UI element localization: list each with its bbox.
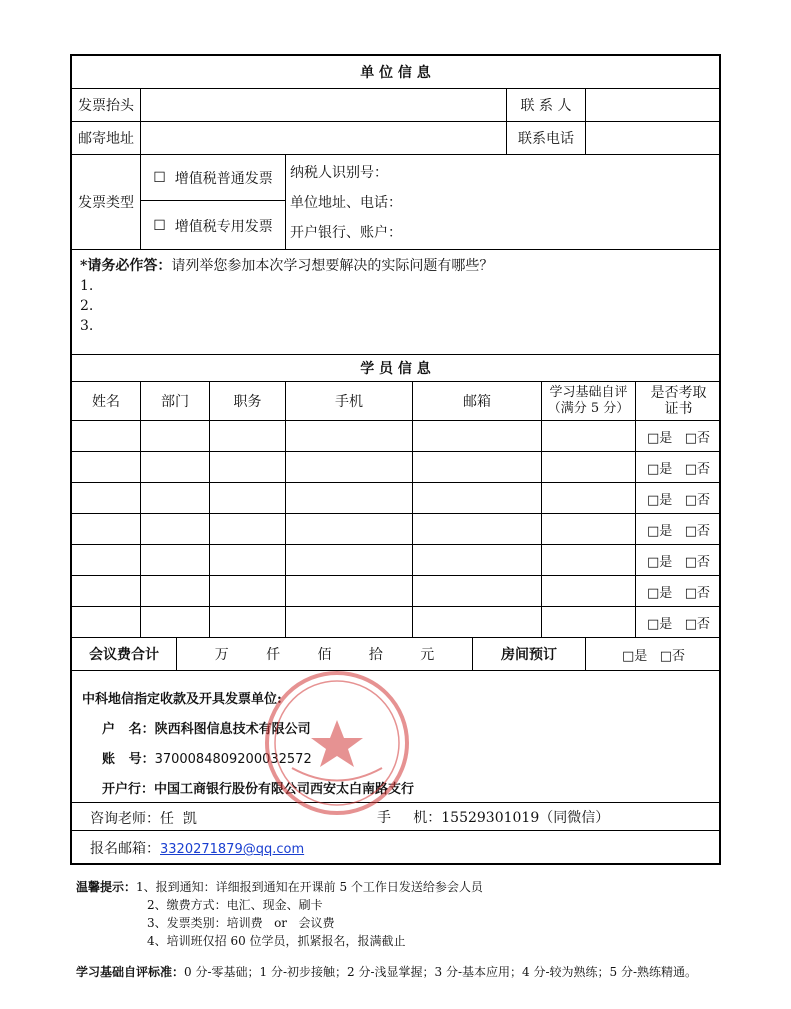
- payee-name: 陕西科图信息技术有限公司: [154, 722, 311, 737]
- standard-title: 学习基础自评标准：: [76, 965, 185, 979]
- col-self-eval: [542, 382, 636, 420]
- cert-yes-checkbox[interactable]: □是: [647, 585, 673, 601]
- spacer: [672, 584, 684, 599]
- invoice-type-label: 发票类型: [72, 155, 141, 249]
- question-text: 请列举您参加本次学习想要解决的实际问题有哪些？: [171, 258, 494, 274]
- cert-yes-checkbox[interactable]: □是: [647, 430, 673, 446]
- department-cell[interactable]: [141, 421, 210, 451]
- invoice-title-field[interactable]: [141, 89, 507, 121]
- email-cell[interactable]: [413, 545, 542, 575]
- room-options: [586, 638, 721, 670]
- payee-name-label: 户 名：: [102, 722, 155, 737]
- invoice-type-row: [72, 155, 719, 250]
- question-block[interactable]: [80, 256, 493, 336]
- self-eval-line2: （满分 5 分）: [547, 401, 630, 416]
- cert-no-checkbox[interactable]: □否: [684, 616, 710, 632]
- col-certificate: [636, 382, 721, 420]
- room-label: 房间预订: [473, 638, 586, 670]
- mobile-cell[interactable]: [286, 421, 413, 451]
- department-cell[interactable]: [141, 607, 210, 637]
- self-eval-standard: [76, 963, 697, 980]
- note-line: 1、报到通知：详细报到通知在开课前 5 个工作日发送给参会人员: [136, 880, 483, 894]
- teacher-label: 咨询老师：: [90, 811, 160, 827]
- certificate-options: [636, 452, 721, 482]
- fee-row: [72, 638, 719, 671]
- position-cell[interactable]: [210, 421, 286, 451]
- self-eval-cell[interactable]: [542, 576, 636, 606]
- contact-phone-label: 联系电话: [507, 122, 586, 154]
- payee-account-label: 账 号：: [102, 752, 155, 767]
- cert-yes-checkbox[interactable]: □是: [647, 616, 673, 632]
- invoice-title-label: 发票抬头: [72, 89, 141, 121]
- department-cell[interactable]: [141, 576, 210, 606]
- invoice-normal-option[interactable]: [141, 155, 286, 201]
- position-cell[interactable]: [210, 576, 286, 606]
- table-row: [72, 452, 719, 483]
- position-cell[interactable]: [210, 452, 286, 482]
- cert-yes-checkbox[interactable]: □是: [647, 554, 673, 570]
- fee-amount-units: 万 仟 佰 拾 元: [214, 647, 435, 663]
- table-row: [72, 483, 719, 514]
- tax-info-block: [286, 155, 721, 249]
- room-no-checkbox[interactable]: □否: [659, 648, 685, 664]
- email-info: [90, 838, 304, 858]
- certificate-options: [636, 607, 721, 637]
- spacer: [672, 522, 684, 537]
- cert-no-checkbox[interactable]: □否: [684, 492, 710, 508]
- payee-account: 3700084809200032572: [154, 752, 312, 767]
- invoice-special-label: 增值税专用发票: [174, 218, 273, 235]
- table-row: [72, 607, 719, 638]
- name-cell[interactable]: [72, 421, 141, 451]
- mobile-cell[interactable]: [286, 576, 413, 606]
- position-cell[interactable]: [210, 607, 286, 637]
- cert-no-checkbox[interactable]: □否: [684, 585, 710, 601]
- standard-text: 0 分-零基础；1 分-初步接触；2 分-浅显掌握；3 分-基本应用；4 分-较为熟练；5 分-熟练精通。: [184, 965, 698, 979]
- cert-yes-checkbox[interactable]: □是: [647, 461, 673, 477]
- department-cell[interactable]: [141, 514, 210, 544]
- name-cell[interactable]: [72, 452, 141, 482]
- email-row: [72, 831, 719, 863]
- table-row: [72, 514, 719, 545]
- mail-address-row: [72, 122, 719, 155]
- self-eval-cell[interactable]: [542, 421, 636, 451]
- contact-field[interactable]: [586, 89, 721, 121]
- certificate-options: [636, 483, 721, 513]
- fee-label: 会议费合计: [72, 638, 177, 670]
- col-department: 部门: [141, 382, 210, 420]
- cert-no-checkbox[interactable]: □否: [684, 523, 710, 539]
- table-row: [72, 421, 719, 452]
- department-cell[interactable]: [141, 483, 210, 513]
- name-cell[interactable]: [72, 514, 141, 544]
- mobile-cell[interactable]: [286, 545, 413, 575]
- self-eval-cell[interactable]: [542, 607, 636, 637]
- taxpayer-id-label: 纳税人识别号：: [290, 165, 388, 181]
- name-cell[interactable]: [72, 483, 141, 513]
- position-cell[interactable]: [210, 483, 286, 513]
- payee-bank-label: 开户行：: [102, 782, 155, 797]
- mobile-cell[interactable]: [286, 452, 413, 482]
- email-cell[interactable]: [413, 514, 542, 544]
- invoice-special-option[interactable]: [141, 201, 286, 250]
- teacher-name: 任 凯: [160, 811, 197, 827]
- name-cell[interactable]: [72, 545, 141, 575]
- self-eval-line1: 学习基础自评: [549, 385, 628, 400]
- table-row: [72, 576, 719, 607]
- certificate-options: [636, 545, 721, 575]
- mail-address-label: 邮寄地址: [72, 122, 141, 154]
- col-position: 职务: [210, 382, 286, 420]
- certificate-options: [636, 576, 721, 606]
- certificate-options: [636, 421, 721, 451]
- unit-info-title: 单 位 信 息: [360, 65, 431, 81]
- spacer: [672, 429, 684, 444]
- checkbox-icon[interactable]: ☐: [153, 169, 175, 186]
- mobile-cell[interactable]: [286, 483, 413, 513]
- certificate-options: [636, 514, 721, 544]
- bank-account-label: 开户银行、账户：: [290, 225, 402, 241]
- spacer: [672, 491, 684, 506]
- question-item: 1.: [80, 278, 94, 294]
- email-cell[interactable]: [413, 421, 542, 451]
- notes-title: 温馨提示：: [76, 880, 137, 894]
- phone-number: 15529301019（同微信）: [441, 810, 610, 826]
- mobile-cell[interactable]: [286, 514, 413, 544]
- spacer: [672, 615, 684, 630]
- question-prefix: *请务必作答：: [80, 258, 172, 274]
- email-label: 报名邮箱：: [90, 841, 160, 857]
- mobile-cell[interactable]: [286, 607, 413, 637]
- phone-label: 手 机：: [377, 810, 442, 826]
- invoice-title-row: [72, 89, 719, 122]
- email-link[interactable]: 3320271879@qq.com: [160, 842, 305, 857]
- position-cell[interactable]: [210, 545, 286, 575]
- email-cell[interactable]: [413, 452, 542, 482]
- email-cell[interactable]: [413, 483, 542, 513]
- question-item: 3.: [80, 318, 94, 334]
- student-info-title: 学 员 信 息: [360, 361, 431, 377]
- cert-no-checkbox[interactable]: □否: [684, 430, 710, 446]
- question-item: 2.: [80, 298, 94, 314]
- mail-address-field[interactable]: [141, 122, 507, 154]
- table-row: [72, 545, 719, 576]
- contact-label: 联 系 人: [507, 89, 586, 121]
- student-table-header: [72, 382, 719, 421]
- self-eval-cell[interactable]: [542, 483, 636, 513]
- email-cell[interactable]: [413, 607, 542, 637]
- cert-no-checkbox[interactable]: □否: [684, 461, 710, 477]
- cert-line2: 证书: [664, 401, 693, 417]
- fee-amount-field[interactable]: [177, 638, 473, 670]
- note-line: 3、发票类别：培训费 or 会议费: [147, 916, 335, 930]
- name-cell[interactable]: [72, 607, 141, 637]
- cert-yes-checkbox[interactable]: □是: [647, 492, 673, 508]
- teacher-info: [90, 808, 197, 828]
- spacer: [672, 553, 684, 568]
- unit-address-phone-label: 单位地址、电话：: [290, 195, 402, 211]
- company-seal-icon: [262, 668, 412, 818]
- col-email: 邮箱: [413, 382, 542, 420]
- spacer: [672, 460, 684, 475]
- email-cell[interactable]: [413, 576, 542, 606]
- self-eval-cell[interactable]: [542, 514, 636, 544]
- payee-title: 中科地信指定收款及开具发票单位:: [82, 692, 282, 707]
- department-cell[interactable]: [141, 545, 210, 575]
- note-line: 4、培训班仅招 60 位学员，抓紧报名，报满截止: [147, 934, 406, 948]
- note-line: 2、缴费方式：电汇、现金、刷卡: [147, 898, 323, 912]
- self-eval-cell[interactable]: [542, 452, 636, 482]
- invoice-normal-label: 增值税普通发票: [174, 170, 273, 187]
- room-yes-checkbox[interactable]: □是: [622, 648, 648, 664]
- notes-block: [76, 878, 483, 950]
- name-cell[interactable]: [72, 576, 141, 606]
- cert-no-checkbox[interactable]: □否: [684, 554, 710, 570]
- cert-line1: 是否考取: [650, 385, 707, 401]
- col-mobile: 手机: [286, 382, 413, 420]
- checkbox-icon[interactable]: ☐: [153, 217, 175, 234]
- self-eval-cell[interactable]: [542, 545, 636, 575]
- col-name: 姓名: [72, 382, 141, 420]
- student-info-header: [72, 355, 719, 382]
- department-cell[interactable]: [141, 452, 210, 482]
- unit-info-header: [72, 56, 719, 89]
- cert-yes-checkbox[interactable]: □是: [647, 523, 673, 539]
- position-cell[interactable]: [210, 514, 286, 544]
- question-row: [72, 250, 719, 355]
- contact-phone-field[interactable]: [586, 122, 721, 154]
- payee-bank: 中国工商银行股份有限公司西安太白南路支行: [154, 782, 415, 797]
